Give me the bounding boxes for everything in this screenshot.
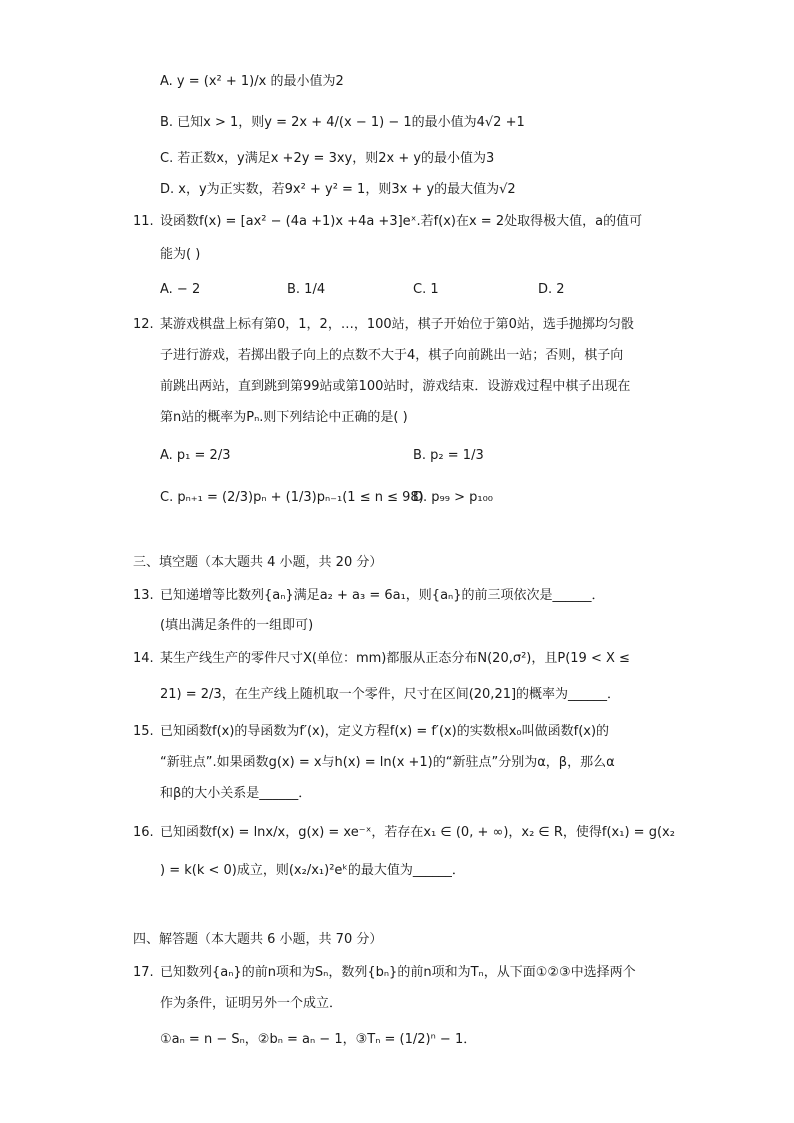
q13-text-line2: (填出满足条件的一组即可) [160,618,314,633]
q10-option-a: A. y = (x² + 1)/x 的最小值为2 [160,74,344,89]
q12-option-a: A. p₁ = 2/3 [160,448,231,463]
q16-text-line1: 已知函数f(x) = lnx/x，g(x) = xe⁻ˣ，若存在x₁ ∈ (0, + ∞)，x₂ ∈ R，使得f(x₁) = g(x₂ [160,825,675,840]
q12-option-c: C. pₙ₊₁ = (2/3)pₙ + (1/3)pₙ₋₁(1 ≤ n ≤ 98) [160,490,424,505]
q12-number: 12. [133,317,154,332]
q10-option-b: B. 已知x > 1，则y = 2x + 4/(x − 1) − 1的最小值为4√2 +1 [160,115,525,130]
q12-text-line2: 子进行游戏，若掷出骰子向上的点数不大于4，棋子向前跳出一站；否则，棋子向 [160,348,624,363]
q12-text-line4: 第n站的概率为Pₙ.则下列结论中正确的是( ) [160,410,408,425]
q10-option-c: C. 若正数x，y满足x +2y = 3xy，则2x + y的最小值为3 [160,151,495,166]
q13-text-line1: 已知递增等比数列{aₙ}满足a₂ + a₃ = 6a₁，则{aₙ}的前三项依次是______． [160,588,605,603]
q13-number: 13. [133,588,154,603]
q11-text-line2: 能为( ) [160,247,201,262]
q14-number: 14. [133,651,154,666]
q11-number: 11. [133,214,154,229]
q12-option-d: D. p₉₉ > p₁₀₀ [413,490,493,505]
q11-option-c: C. 1 [413,282,439,297]
q14-text-line1: 某生产线生产的零件尺寸X(单位：mm)都服从正态分布N(20,σ²)，且P(19 < X ≤ [160,651,630,666]
q15-number: 15. [133,724,154,739]
q16-text-line2: ) = k(k < 0)成立，则(x₂/x₁)²eᵏ的最大值为______． [160,863,465,878]
section-3-title: 三、填空题（本大题共 4 小题，共 20 分） [133,555,383,570]
q17-text-line3: ①aₙ = n − Sₙ，②bₙ = aₙ − 1，③Tₙ = (1/2)ⁿ − 1． [160,1032,477,1047]
q11-option-a: A. − 2 [160,282,201,297]
q15-text-line1: 已知函数f(x)的导函数为f′(x)，定义方程f(x) = f′(x)的实数根x₀叫做函数f(x)的 [160,724,610,739]
q11-option-d: D. 2 [538,282,565,297]
q17-number: 17. [133,965,154,980]
q17-text-line1: 已知数列{aₙ}的前n项和为Sₙ，数列{bₙ}的前n项和为Tₙ，从下面①②③中选择两个 [160,965,636,980]
q14-text-line2: 21) = 2/3，在生产线上随机取一个零件，尺寸在区间(20,21]的概率为______． [160,687,621,702]
q12-text-line1: 某游戏棋盘上标有第0，1，2，…，100站，棋子开始位于第0站，选手抛掷均匀骰 [160,317,634,332]
q12-text-line3: 前跳出两站，直到跳到第99站或第100站时，游戏结束．设游戏过程中棋子出现在 [160,379,631,394]
q16-number: 16. [133,825,154,840]
q11-text-line1: 设函数f(x) = [ax² − (4a +1)x +4a +3]eˣ.若f(x)在x = 2处取得极大值，a的值可 [160,214,643,229]
q17-text-line2: 作为条件，证明另外一个成立． [160,996,343,1011]
section-4-title: 四、解答题（本大题共 6 小题，共 70 分） [133,932,383,947]
q11-option-b: B. 1/4 [287,282,326,297]
q15-text-line2: “新驻点”.如果函数g(x) = x与h(x) = ln(x +1)的“新驻点”分别为α，β，那么α [160,755,615,770]
q12-option-b: B. p₂ = 1/3 [413,448,484,463]
q15-text-line3: 和β的大小关系是______． [160,786,312,801]
q10-option-d: D. x，y为正实数，若9x² + y² = 1，则3x + y的最大值为√2 [160,182,516,197]
